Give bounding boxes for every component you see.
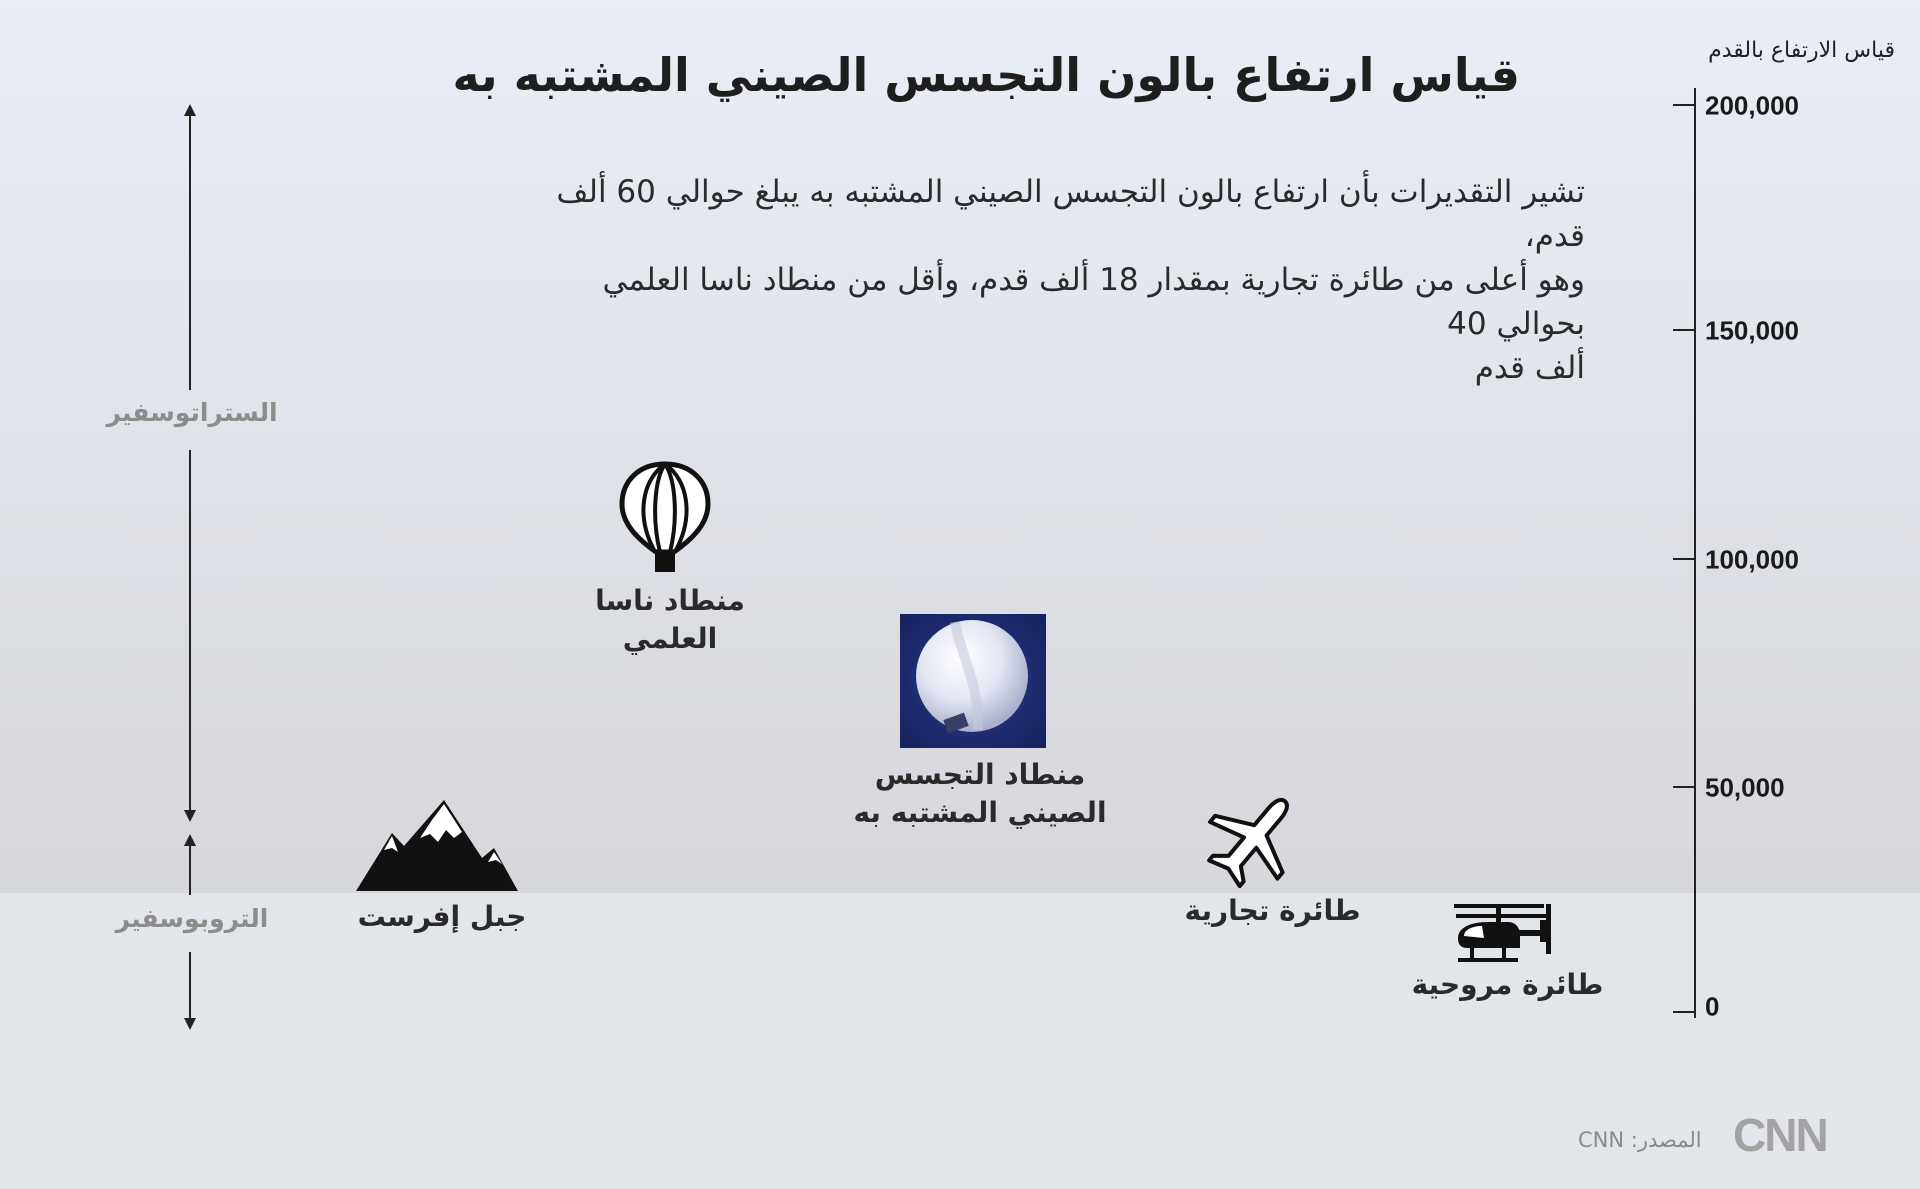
mountain-icon (354, 798, 520, 893)
everest-label: جبل إفرست (357, 900, 527, 933)
spy-balloon-photo (900, 614, 1046, 748)
nasa-balloon-label (570, 582, 770, 658)
axis-title: قياس الارتفاع بالقدم (1708, 38, 1895, 63)
tick-mark (1673, 786, 1695, 788)
tick-label-0: 0 (1705, 991, 1720, 1022)
spy-balloon-label (840, 756, 1120, 832)
altitude-axis (1694, 88, 1696, 1018)
tick-mark (1673, 1011, 1695, 1013)
tick-label-200000: 200,000 (1705, 90, 1799, 121)
helicopter-icon (1448, 900, 1553, 970)
hot-air-balloon-icon (618, 460, 713, 575)
layer-arrows (170, 100, 210, 1040)
tick-label-50000: 50,000 (1705, 772, 1785, 803)
subtitle-line: وهو أعلى من طائرة تجارية بمقدار 18 ألف قدم، وأقل من منطاد ناسا العلمي بحوالي 40 (602, 262, 1585, 342)
tick-mark (1673, 329, 1695, 331)
page-title: قياس ارتفاع بالون التجسس الصيني المشتبه به (452, 48, 1520, 102)
subtitle (535, 170, 1585, 390)
cnn-arabic-logo (1733, 1108, 1827, 1162)
label-line: منطاد التجسس (874, 758, 1086, 791)
tick-mark (1673, 104, 1695, 106)
troposphere-label: التروبوسفير (115, 904, 269, 933)
label-line: العلمي (622, 622, 718, 655)
airplane-icon (1204, 788, 1304, 888)
stratosphere-label: الستراتوسفير (106, 398, 278, 427)
subtitle-line: ألف قدم (1474, 350, 1585, 386)
subtitle-line: تشير التقديرات بأن ارتفاع بالون التجسس الصيني المشتبه به يبلغ حوالي 60 ألف قدم، (556, 174, 1585, 254)
source-note: المصدر: CNN (1578, 1128, 1702, 1152)
label-line: منطاد ناسا (595, 584, 745, 617)
helicopter-label: طائرة مروحية (1411, 968, 1604, 1001)
logo-text: CNN (1733, 1109, 1827, 1161)
tick-mark (1673, 558, 1695, 560)
tick-label-150000: 150,000 (1705, 315, 1799, 346)
label-line: الصيني المشتبه به (853, 796, 1107, 829)
airliner-label: طائرة تجارية (1184, 894, 1361, 927)
tick-label-100000: 100,000 (1705, 544, 1799, 575)
